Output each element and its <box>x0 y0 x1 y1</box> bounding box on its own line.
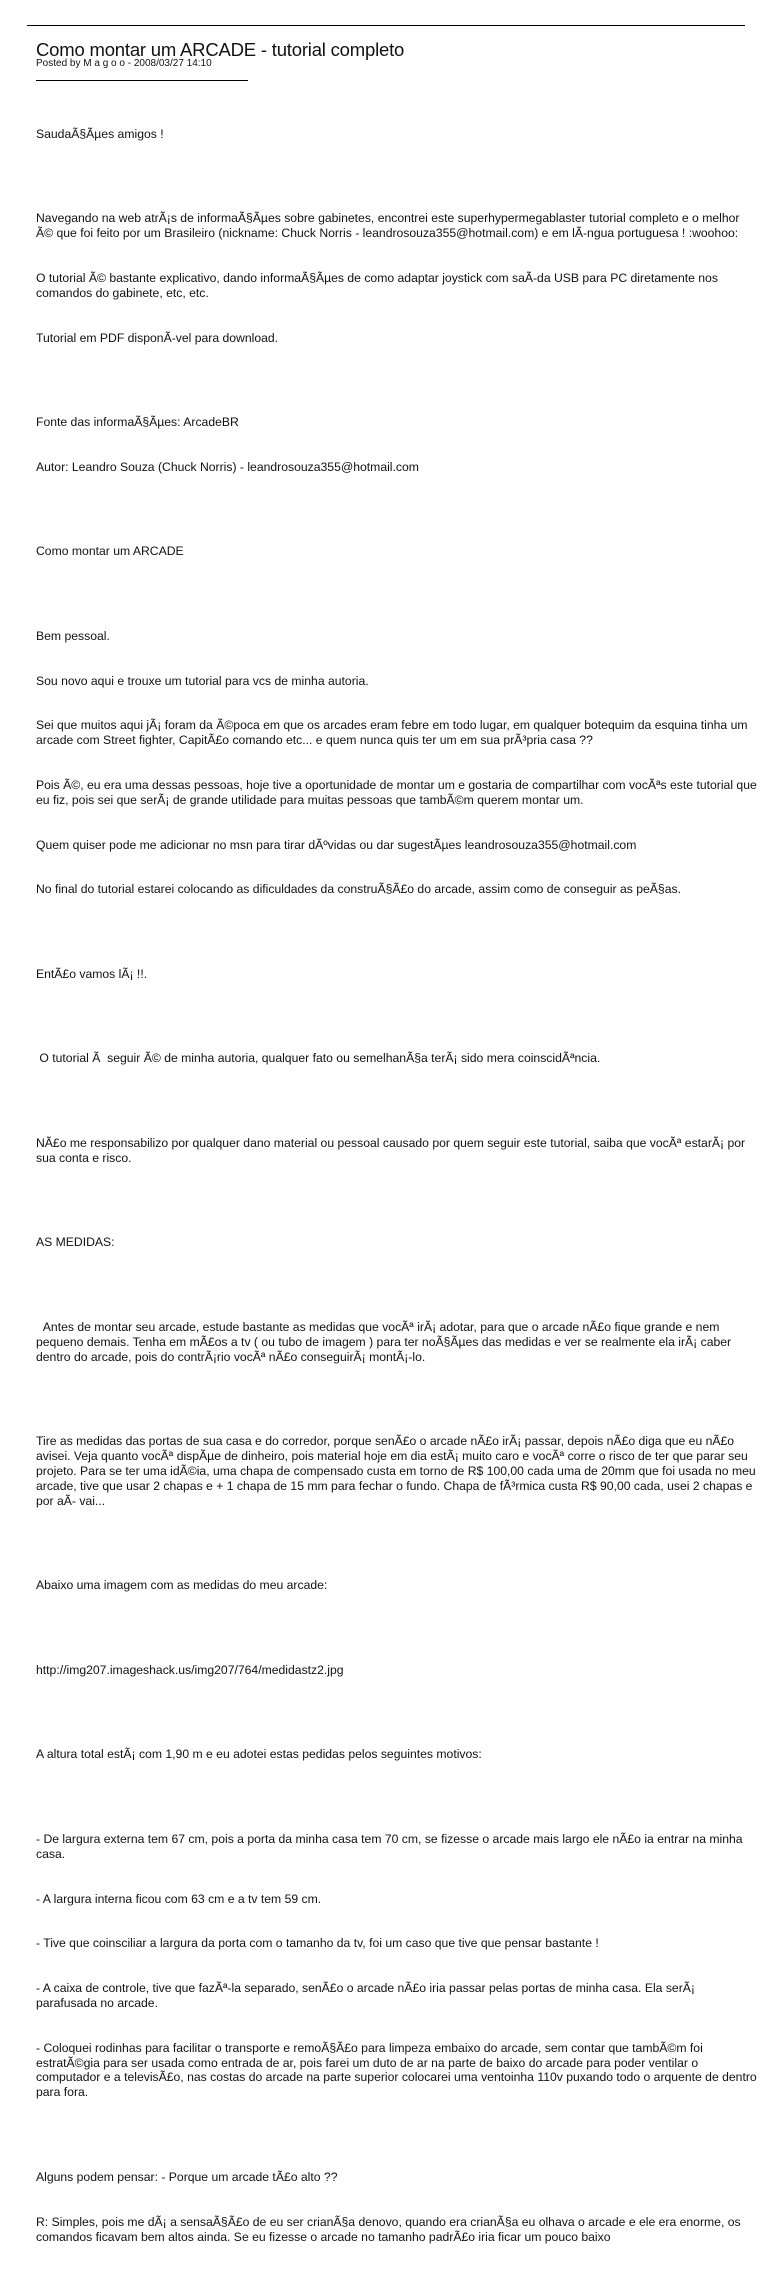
text-line: O tutorial Ã© bastante explicativo, dando informaÃ§Ãµes de como adaptar joystick com saÃ-da USB para PC diretamente nos comandos do gabinete, etc, etc. <box>36 270 722 300</box>
text-line: Alguns podem pensar: - Porque um arcade tÃ£o alto ?? <box>36 2169 338 2184</box>
text-line: A altura total estÃ¡ com 1,90 m e eu adotei estas pedidas pelos seguintes motivos: <box>36 1747 482 1762</box>
paragraph-measures-1 <box>36 1290 758 1394</box>
post-container <box>36 36 761 2284</box>
text-line: Tire as medidas das portas de sua casa e do corredor, porque senÃ£o o arcade nÃ£o irÃ¡ passar, depois nÃ£o diga que eu nÃ£o avisei. Veja quanto vocÃª dispÃµe de dinheiro, pois material hoje em dia estÃ¡ muito caro e vocÃª corre o risco de ter que parar seu projeto. Para se ter uma idÃ©ia, uma chapa de compensado custa em torno de R$ 100,00 cada uma de 20mm que foi usada no meu arcade, tive que usar 2 chapas e + 1 chapa de 15 mm para fechar o fundo. Chapa de fÃ³rmica custa R$ 90,00 cada, usei 2 chapas e por aÃ- vai... <box>36 1434 760 1508</box>
text-line: - De largura externa tem 67 cm, pois a porta da minha casa tem 70 cm, se fizesse o arcade mais largo ele nÃ£o ia entrar na minha casa. <box>36 1831 746 1861</box>
text-line: Pois Ã©, eu era uma dessas pessoas, hoje tive a oportunidade de montar um e gostaria de compartilhar com vocÃªs este tutorial que eu fiz, pois sei que serÃ¡ de grande utilidade para muitas pessoas que tambÃ©m querem montar um. <box>36 777 761 807</box>
paragraph-greeting <box>36 97 758 172</box>
paragraph-disclaimer <box>36 1106 758 1195</box>
text-line: R: Simples, pois me dÃ¡ a sensaÃ§Ã£o de eu ser crianÃ§a denovo, quando era crianÃ§a eu olhava o arcade e ele era enorme, os comandos ficavam bem altos ainda. Se eu fizesse o arcade no tamanho padrÃ£o iria ficar um pouco baixo <box>36 2214 744 2244</box>
text-line: AS MEDIDAS: <box>36 1235 115 1250</box>
top-divider <box>27 25 745 26</box>
text-line: - Tive que coinsciliar a largura da porta com o tamanho da tv, foi um caso que tive que pensar bastante ! <box>36 1936 599 1951</box>
image-url-text: http://img207.imageshack.us/img207/764/medidastz2.jpg <box>36 1662 344 1677</box>
text-line: NÃ£o me responsabilizo por qualquer dano material ou pessoal causado por quem seguir este tutorial, saiba que vocÃª estarÃ¡ por sua conta e risco. <box>36 1135 749 1165</box>
paragraph-why-tall <box>36 2140 758 2274</box>
post-meta: Posted by M a g o o - 2008/03/27 14:10 <box>36 58 212 69</box>
paragraph-height <box>36 1718 758 1793</box>
post-divider <box>36 80 248 81</box>
text-line: SaudaÃ§Ãµes amigos ! <box>36 126 164 141</box>
text-line: Quem quiser pode me adicionar no msn para tirar dÃºvidas ou dar sugestÃµes leandrosouza355@hotmail.com <box>36 837 637 852</box>
text-line: - Coloquei rodinhas para facilitar o transporte e remoÃ§Ã£o para limpeza embaixo do arcade, sem contar que tambÃ©m foi estratÃ©gia para ser usada como entrada de ar, pois farei um duto de ar na parte de baixo do arcade para poder ventilar o computador e a televisÃ£o, nas costas do arcade na parte superior colocarei uma ventoinha 110v puxando todo o arquente de dentro para fora. <box>36 2040 761 2100</box>
text-line: Abaixo uma imagem com as medidas do meu arcade: <box>36 1578 328 1593</box>
text-line: - A largura interna ficou com 63 cm e a tv tem 59 cm. <box>36 1891 322 1906</box>
paragraph-authorship <box>36 1022 758 1097</box>
paragraph-image-intro <box>36 1549 758 1624</box>
post-title: Como montar um ARCADE - tutorial completo <box>36 39 405 60</box>
paragraph-section-measures <box>36 1206 758 1281</box>
paragraph-measures-2 <box>36 1404 758 1538</box>
post-body <box>36 97 761 2274</box>
text-line: Navegando na web atrÃ¡s de informaÃ§Ãµes sobre gabinetes, encontrei este superhypermegablaster tutorial completo e o melhor Ã© que foi feito por um Brasileiro (nickname: Chuck Norris - leandrosouza355@hotmail.com) e em lÃ-ngua portuguesa ! :woohoo: <box>36 211 743 241</box>
text-line: - A caixa de controle, tive que fazÃª-la separado, senÃ£o o arcade nÃ£o iria passar pelas portas de minha casa. Ela serÃ¡ parafusada no arcade. <box>36 1981 699 2010</box>
text-line: Antes de montar seu arcade, estude bastante as medidas que vocÃª irÃ¡ adotar, para que o arcade nÃ£o fique grande e nem pequeno demais. Tenha em mÃ£os a tv ( ou tubo de imagem ) para ter noÃ§Ãµes das medidas e ver se realmente ela irÃ¡ caber dentro do arcade, pois do contrÃ¡rio vocÃª nÃ£o conseguirÃ¡ montÃ¡-lo. <box>36 1319 735 1364</box>
text-line: EntÃ£o vamos lÃ¡ !!. <box>36 966 148 981</box>
paragraph-reasons <box>36 1802 761 2130</box>
paragraph-intro <box>36 182 758 376</box>
paragraph-welcome <box>36 599 761 927</box>
text-line: No final do tutorial estarei colocando as dificuldades da construÃ§Ã£o do arcade, assim como de conseguir as peÃ§as. <box>36 882 681 897</box>
text-line: Sei que muitos aqui jÃ¡ foram da Ã©poca em que os arcades eram febre em todo lugar, em qualquer botequim da esquina tinha um arcade com Street fighter, CapitÃ£o comando etc... e quem nunca quis ter um em sua prÃ³pria casa ?? <box>36 718 751 748</box>
text-line: O tutorial Ã seguir Ã© de minha autoria, qualquer fato ou semelhanÃ§a terÃ¡ sido mera coinscidÃªncia. <box>36 1051 601 1066</box>
text-line: Tutorial em PDF disponÃ-vel para download. <box>36 330 279 345</box>
paragraph-heading <box>36 515 758 590</box>
text-line: Bem pessoal. <box>36 628 110 643</box>
text-line: Sou novo aqui e trouxe um tutorial para vcs de minha autoria. <box>36 673 369 688</box>
paragraph-image-url <box>36 1633 758 1708</box>
text-line: Autor: Leandro Souza (Chuck Norris) - leandrosouza355@hotmail.com <box>36 459 419 474</box>
text-line: Fonte das informaÃ§Ãµes: ArcadeBR <box>36 415 239 430</box>
text-line: Como montar um ARCADE <box>36 544 184 559</box>
paragraph-source <box>36 385 758 504</box>
paragraph-lets-go <box>36 937 758 1012</box>
